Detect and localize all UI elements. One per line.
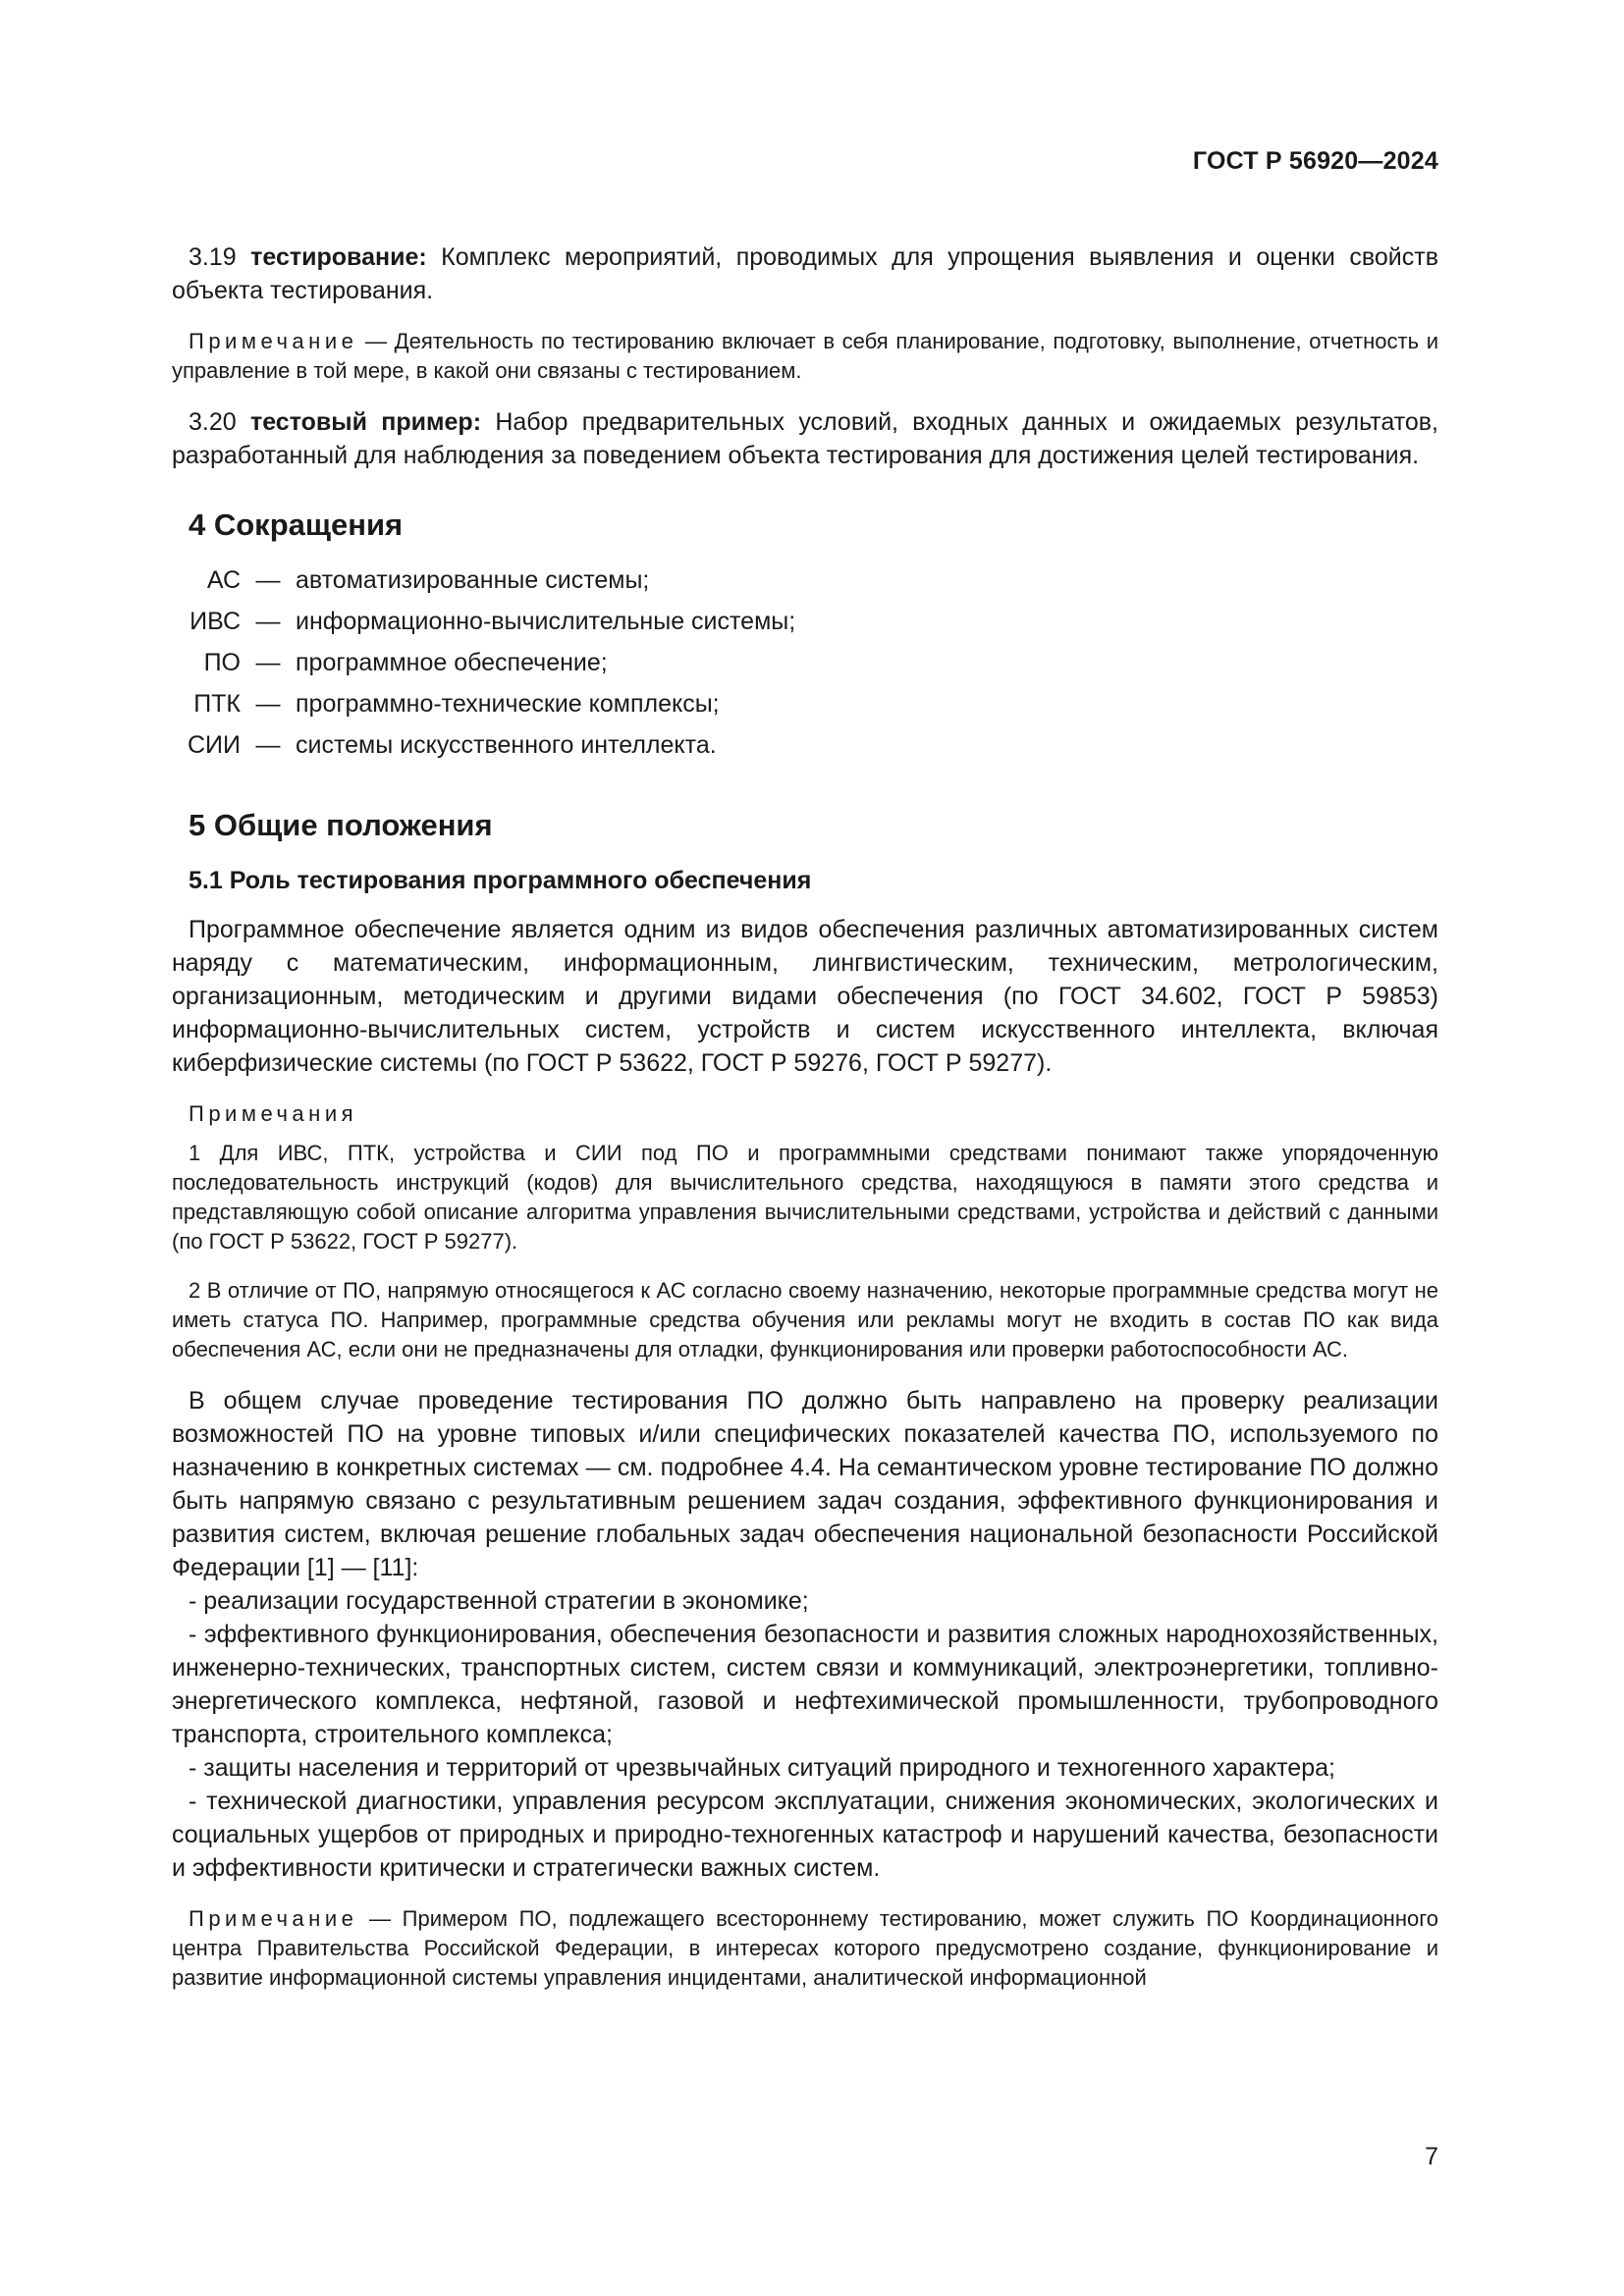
notes-title: Примечания: [189, 1101, 358, 1126]
term-definition: Набор предварительных условий, входных данных и ожидаемых результатов, разработанный для наблюдения за поведением объекта тестирования для достижения целей тестирования.: [172, 408, 1438, 469]
term-name: тестирование:: [250, 243, 427, 271]
section-5-title: 5 Общие положения: [189, 808, 493, 842]
document-code-header: ГОСТ Р 56920—2024: [1192, 147, 1438, 175]
abbreviation-term: ПО: [203, 649, 241, 676]
paragraph-role-of-software: Программное обеспечение является одним из видов обеспечения различных автоматизированных систем наряду с математическим, информационным, лингвистическим, техническим, метрологическим, организационным, методическим и другими видами обеспечения (по ГОСТ 34.602, ГОСТ Р 59853) информационно-вычислительных систем, устройств и систем искусственного интеллекта, включая киберфизические системы (по ГОСТ Р 53622, ГОСТ Р 59276, ГОСТ Р 59277).: [172, 916, 1438, 1077]
term-name: тестовый пример:: [249, 408, 482, 436]
list-item: - технической диагностики, управления ресурсом эксплуатации, снижения экономических, экологических и социальных ущербов от природных и природно-техногенных катастроф и нарушений качества, безопасности и эффективности критически и стратегически важных систем.: [172, 1788, 1438, 1882]
abbreviation-dash: —: [255, 566, 281, 594]
term-definition: Комплекс мероприятий, проводимых для упрощения выявления и оценки свойств объекта тестирования.: [172, 243, 1438, 304]
abbreviation-dash: —: [255, 690, 281, 718]
abbreviation-definition: информационно-вычислительные системы;: [296, 608, 796, 635]
final-note: [172, 1904, 1438, 1993]
abbreviation-row: [172, 690, 795, 731]
note-1: 1 Для ИВС, ПТК, устройства и СИИ под ПО и программными средствами понимают также упорядоченную последовательность инструкций (кодов) для вычислительного средства, находящуюся в памяти этого средства и представляющую собой описание алгоритма управления вычислительными средствами, устройства и действий с данными (по ГОСТ Р 53622, ГОСТ Р 59277).: [172, 1141, 1438, 1254]
abbreviation-term: АС: [206, 566, 241, 594]
abbreviation-definition: программно-технические комплексы;: [296, 690, 720, 718]
abbreviations-list: [172, 566, 795, 773]
abbreviation-row: [172, 608, 795, 649]
term-3-19: [172, 240, 1438, 307]
note-text: — Примером ПО, подлежащего всестороннему тестированию, может служить ПО Координационного центра Правительства Российской Федерации, в интересах которого предусмотрено создание, функционирование и развитие информационной системы управления инцидентами, аналитической информационной: [172, 1906, 1438, 1990]
section-4-title: 4 Сокращения: [189, 507, 404, 542]
note-label: Примечание: [189, 329, 358, 353]
abbreviation-term: ИВС: [189, 608, 241, 635]
document-page: [172, 147, 1438, 2012]
note-text: — Деятельность по тестированию включает в себя планирование, подготовку, выполнение, отчетность и управление в той мере, в какой они связаны с тестированием.: [172, 329, 1438, 383]
testing-goals-list: [172, 1584, 1438, 1885]
abbreviation-row: [172, 566, 795, 608]
term-number: 3.19: [189, 243, 237, 271]
paragraph-testing-goals: В общем случае проведение тестирования ПО должно быть направлено на проверку реализации возможностей ПО на уровне типовых и/или специфических показателей качества ПО, используемого по назначению в конкретных системах — см. подробнее 4.4. На семантическом уровне тестирование ПО должно быть напрямую связано с результативным решением задач создания, эффективного функционирования и развития систем, включая решение глобальных задач обеспечения национальной безопасности Российской Федерации [1] — [11]:: [172, 1387, 1438, 1581]
abbreviation-row: [172, 649, 795, 690]
abbreviation-row: [172, 731, 795, 773]
list-item: - эффективного функционирования, обеспечения безопасности и развития сложных народнохозяйственных, инженерно-технических, транспортных систем, систем связи и коммуникаций, электроэнергетики, топливно-энергетического комплекса, нефтяной, газовой и нефтехимической промышленности, трубопроводного транспорта, строительного комплекса;: [172, 1621, 1438, 1748]
list-item: - реализации государственной стратегии в экономике;: [189, 1587, 809, 1615]
abbreviation-definition: программное обеспечение;: [296, 649, 608, 676]
abbreviation-definition: системы искусственного интеллекта.: [296, 731, 717, 759]
abbreviation-dash: —: [255, 649, 281, 676]
list-item: - защиты населения и территорий от чрезвычайных ситуаций природного и техногенного характера;: [189, 1754, 1335, 1782]
page-number: 7: [1425, 2143, 1438, 2170]
abbreviation-dash: —: [255, 608, 281, 635]
subsection-5-1-title: 5.1 Роль тестирования программного обеспечения: [189, 867, 812, 894]
abbreviation-definition: автоматизированные системы;: [296, 566, 650, 594]
term-number: 3.20: [189, 408, 237, 436]
note-3-19: [172, 327, 1438, 386]
note-label: Примечание: [189, 1906, 358, 1931]
term-3-20: [172, 405, 1438, 472]
abbreviation-dash: —: [255, 731, 281, 759]
abbreviation-term: СИИ: [188, 731, 241, 759]
note-2: 2 В отличие от ПО, напрямую относящегося к АС согласно своему назначению, некоторые программные средства могут не иметь статуса ПО. Например, программные средства обучения или рекламы могут не входить в состав ПО как вида обеспечения АС, если они не предназначены для отладки, функционирования или проверки работоспособности АС.: [172, 1278, 1438, 1362]
abbreviation-term: ПТК: [193, 690, 241, 718]
